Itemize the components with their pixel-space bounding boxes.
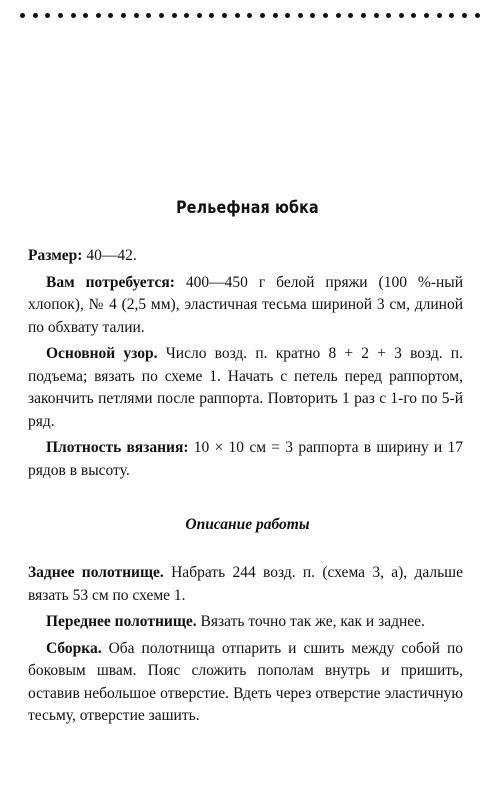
border-dot (462, 13, 467, 18)
pattern-label: Основной узор. (46, 345, 158, 362)
border-dot (121, 13, 126, 18)
materials-section (28, 245, 463, 486)
front-panel-text: Вязать точно так же, как и заднее. (196, 613, 425, 630)
border-dot (475, 13, 480, 18)
decorative-dot-border (20, 8, 480, 22)
border-dot (108, 13, 113, 18)
border-dot (273, 13, 278, 18)
border-dot (83, 13, 88, 18)
border-dot (209, 13, 214, 18)
instructions-section (28, 562, 463, 732)
pattern-text: Число возд. п. кратно 8 + 2 + 3 возд. п. подъема; вязать по схеме 1. Начать с петель перед раппортом, закончить петлями после раппорта. Повторить 1 раз с 1-го по 5-й ряд. (28, 345, 463, 430)
back-panel-paragraph (28, 562, 463, 607)
border-dot (96, 13, 101, 18)
border-dot (449, 13, 454, 18)
border-dot (33, 13, 38, 18)
size-paragraph (28, 245, 463, 268)
border-dot (235, 13, 240, 18)
front-panel-label: Переднее полотнище. (46, 613, 197, 630)
border-dot (298, 13, 303, 18)
border-dot (172, 13, 177, 18)
border-dot (222, 13, 227, 18)
border-dot (146, 13, 151, 18)
border-dot (20, 13, 25, 18)
materials-paragraph (28, 272, 463, 340)
assembly-paragraph (28, 638, 463, 728)
front-panel-paragraph (28, 611, 463, 634)
back-panel-label: Заднее полотнище. (28, 564, 164, 581)
border-dot (310, 13, 315, 18)
assembly-label: Сборка. (46, 639, 102, 657)
border-dot (159, 13, 164, 18)
border-dot (361, 13, 366, 18)
border-dot (197, 13, 202, 18)
density-paragraph (28, 437, 463, 482)
border-dot (285, 13, 290, 18)
border-dot (71, 13, 76, 18)
border-dot (424, 13, 429, 18)
materials-label: Вам потребуется: (46, 273, 175, 291)
border-dot (374, 13, 379, 18)
size-label: Размер: (28, 247, 83, 264)
border-dot (184, 13, 189, 18)
materials-text: 400—450 г белой пряжи (100 %-ный хлопок), № 4 (2,5 мм), эластичная тесьма шириной 3 см, длиной по обхвату талии. (28, 273, 463, 336)
border-dot (437, 13, 442, 18)
border-dot (348, 13, 353, 18)
assembly-text: Оба полотнища отпарить и сшить между собой по боковым швам. Пояс сложить пополам внутрь и пришить, оставив небольшое отверстие. Вдеть через отверстие эластичную тесьму, отверстие зашить. (28, 639, 463, 724)
page-title: Рельефная юбка (176, 198, 319, 218)
section-subtitle: Описание работы (185, 516, 310, 533)
border-dot (247, 13, 252, 18)
border-dot (58, 13, 63, 18)
size-text: 40—42. (82, 247, 137, 264)
border-dot (411, 13, 416, 18)
border-dot (323, 13, 328, 18)
density-label: Плотность вязания: (46, 439, 189, 456)
border-dot (399, 13, 404, 18)
border-dot (386, 13, 391, 18)
pattern-paragraph (28, 343, 463, 433)
border-dot (260, 13, 265, 18)
density-text: 10 × 10 см = 3 раппорта в ширину и 17 рядов в высоту. (28, 439, 463, 479)
border-dot (134, 13, 139, 18)
border-dot (45, 13, 50, 18)
border-dot (336, 13, 341, 18)
back-panel-text: Набрать 244 возд. п. (схема 3, а), дальше вязать 53 см по схеме 1. (28, 564, 463, 604)
